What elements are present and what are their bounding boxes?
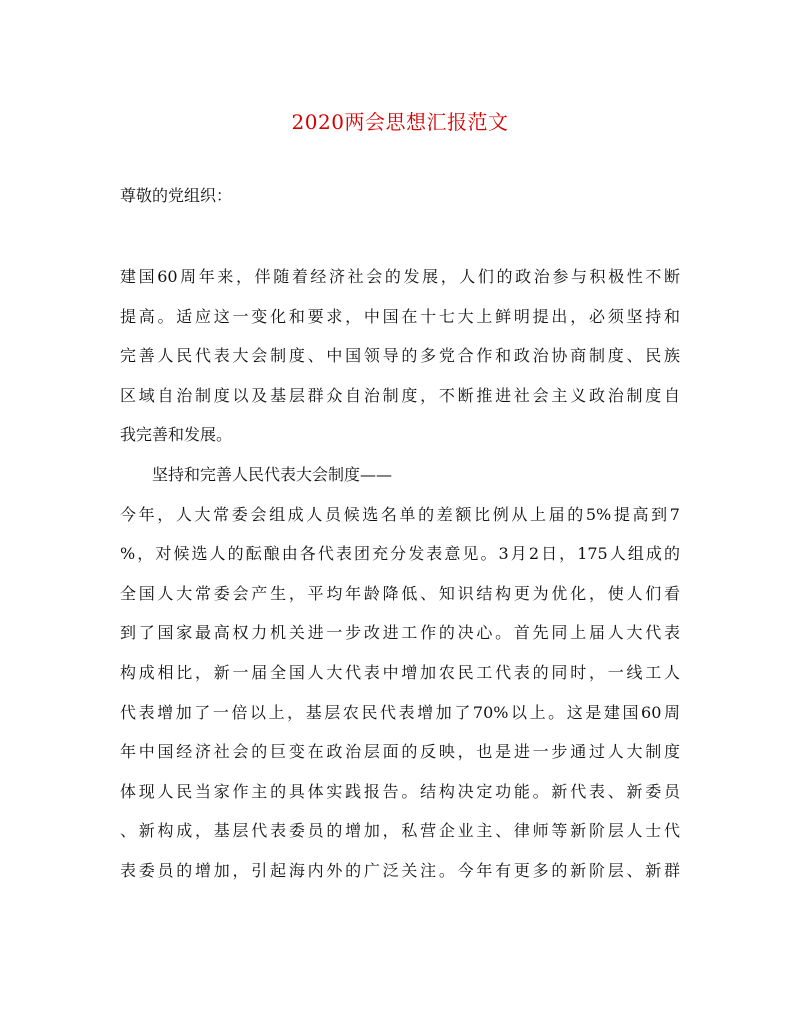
- body-line: 到了国家最高权力机关进一步改进工作的决心。首先同上届人大代表: [120, 623, 680, 643]
- body-line: 代表增加了一倍以上，基层农民代表增加了70%以上。这是建国60周: [120, 702, 680, 722]
- body-line: 今年，人大常委会组成人员候选名单的差额比例从上届的5%提高到7: [120, 504, 680, 524]
- body-line: 表委员的增加，引起海内外的广泛关注。今年有更多的新阶层、新群: [120, 860, 680, 880]
- salutation: 尊敬的党组织：: [120, 186, 233, 205]
- document-body: [120, 257, 680, 891]
- body-line: 区域自治制度以及基层群众自治制度，不断推进社会主义政治制度自: [120, 385, 680, 405]
- body-line: 坚持和完善人民代表大会制度——: [152, 464, 393, 484]
- body-line: 体现人民当家作主的具体实践报告。结构决定功能。新代表、新委员: [120, 781, 680, 801]
- body-line: 建国60周年来，伴随着经济社会的发展，人们的政治参与积极性不断: [120, 267, 680, 286]
- body-line: 完善人民代表大会制度、中国领导的多党合作和政治协商制度、民族: [120, 346, 680, 366]
- body-line: 全国人大常委会产生，平均年龄降低、知识结构更为优化，使人们看: [120, 583, 680, 603]
- body-line: 构成相比，新一届全国人大代表中增加农民工代表的同时，一线工人: [120, 662, 680, 682]
- body-line: 年中国经济社会的巨变在政治层面的反映，也是进一步通过人大制度: [120, 742, 680, 762]
- body-line: 提高。适应这一变化和要求，中国在十七大上鲜明提出，必须坚持和: [120, 306, 680, 326]
- body-line: 我完善和发展。: [120, 425, 233, 445]
- body-line: %，对候选人的酝酿由各代表团充分发表意见。3月2日，175人组成的: [120, 544, 680, 564]
- document-title: 2020两会思想汇报范文: [291, 110, 509, 134]
- body-line: 、新构成，基层代表委员的增加，私营企业主、律师等新阶层人士代: [120, 821, 680, 841]
